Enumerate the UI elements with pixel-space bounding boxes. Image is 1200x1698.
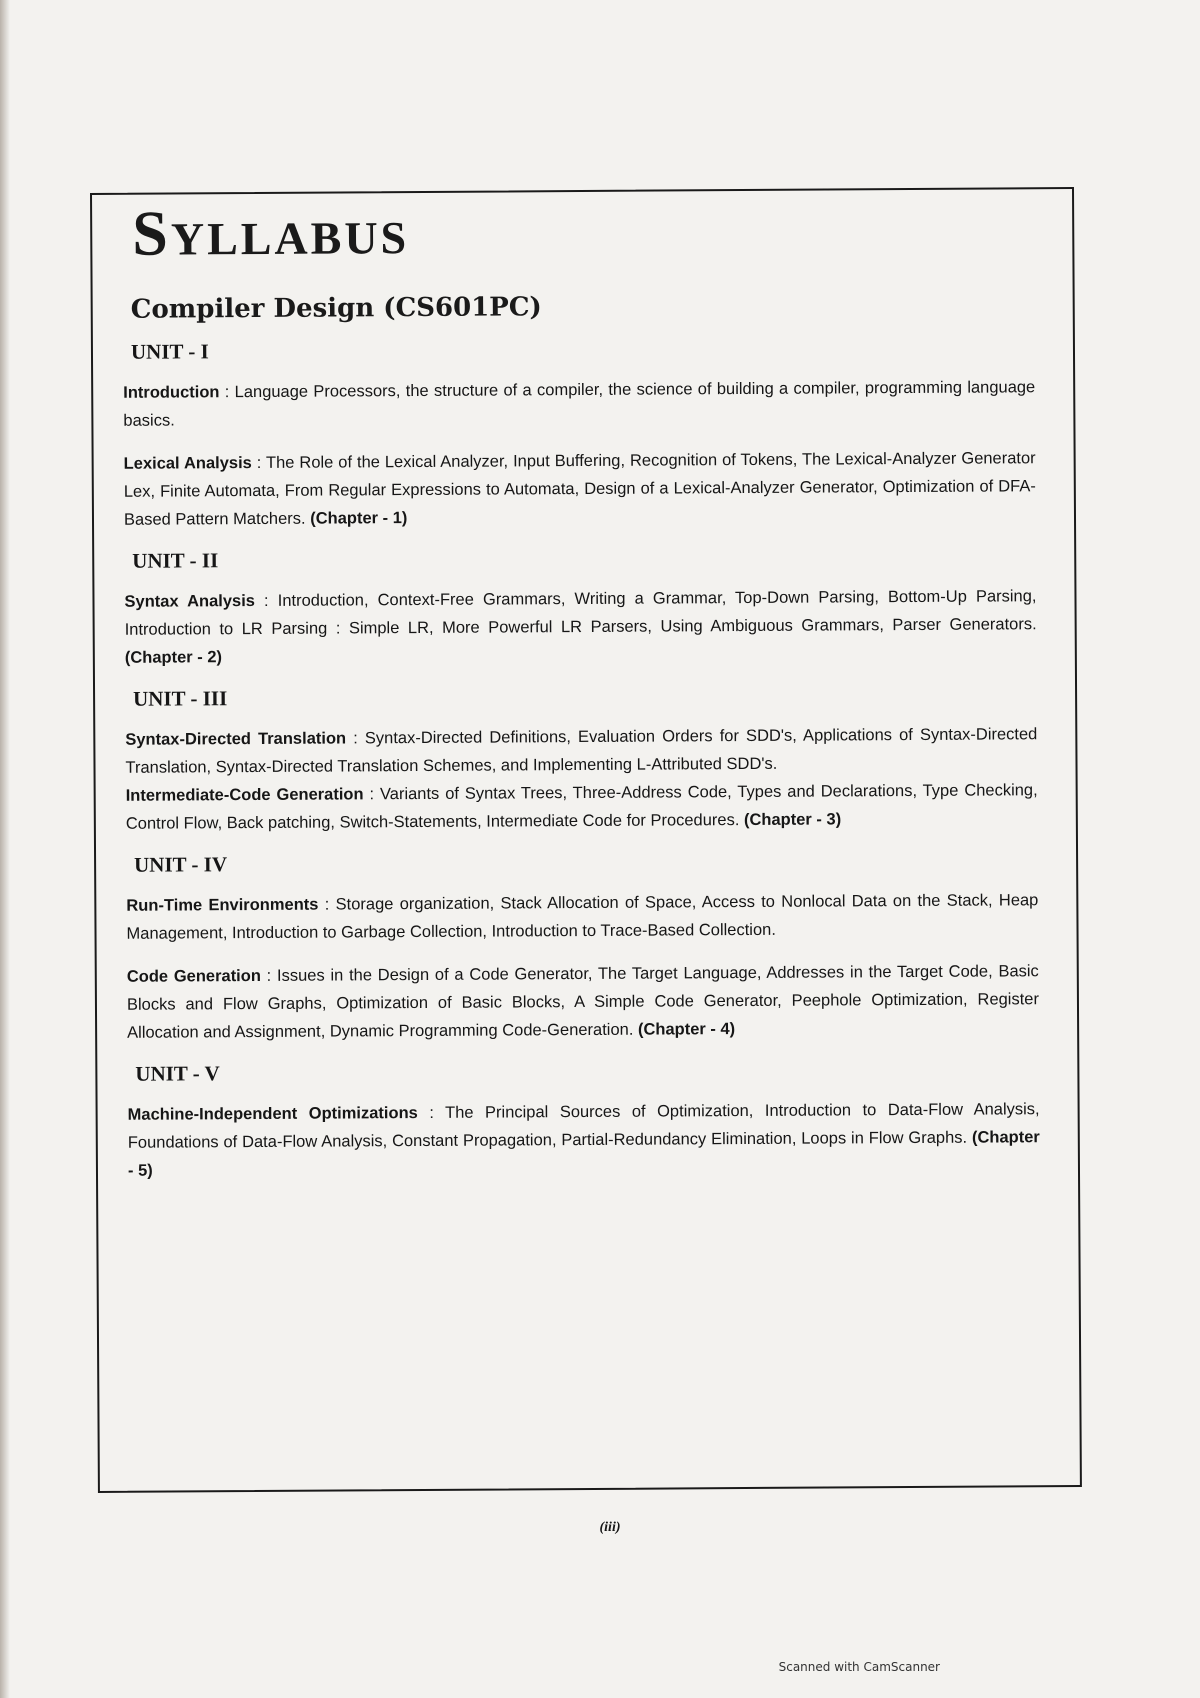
title-rest: YLLABUS — [170, 212, 410, 265]
topic-term: Intermediate-Code Generation — [125, 785, 364, 805]
page-edge-shadow — [0, 0, 10, 1698]
chapter-reference: (Chapter - 4) — [637, 1020, 736, 1039]
topic-description: Variants of Syntax Trees, Three-Address Code, Types and Declarations, Type Checking, Control Flow, Back patching, Switch-Statements, Intermediate Code for Procedures. — [125, 781, 1038, 833]
topic-paragraph — [128, 1095, 1040, 1185]
topic-separator: : — [318, 895, 336, 914]
topic-description: Issues in the Design of a Code Generator, The Target Language, Addresses in the Target Code, Basic Blocks and Flow Graphs, Optimization of Basic Blocks, A Simple Code Generator, Peephole Optimization, Register Allocation and Assignment, Dynamic Programming Code-Generation. — [126, 962, 1039, 1042]
topic-term: Lexical Analysis — [123, 454, 252, 473]
topic-term: Introduction — [123, 383, 220, 402]
title-initial: S — [132, 197, 172, 269]
topic-description: Language Processors, the structure of a compiler, the science of building a compiler, programming language basics. — [123, 378, 1036, 430]
unit-section — [124, 543, 1037, 672]
unit-heading: UNIT - I — [130, 339, 209, 364]
topic-paragraph — [124, 444, 1036, 534]
unit-section — [123, 334, 1036, 534]
topic-separator: : — [254, 591, 278, 610]
chapter-reference: (Chapter - 1) — [310, 509, 408, 528]
unit-section — [126, 847, 1039, 1047]
page-title — [132, 195, 409, 271]
chapter-reference: (Chapter - 2) — [124, 648, 223, 667]
topic-term: Syntax-Directed Translation — [125, 729, 347, 749]
unit-heading: UNIT - IV — [134, 852, 228, 877]
topic-description: The Principal Sources of Optimization, Introduction to Data-Flow Analysis, Foundations of Data-Flow Analysis, Constant Propagation, Partial-Redundancy Elimination, Loops in Flow Graphs. — [127, 1100, 1040, 1152]
unit-section — [127, 1056, 1040, 1185]
topic-paragraph — [127, 957, 1039, 1047]
unit-heading: UNIT - III — [133, 686, 228, 711]
chapter-reference: (Chapter - 3) — [743, 810, 842, 830]
topic-separator: : — [363, 785, 381, 804]
topic-separator: : — [219, 383, 235, 402]
topic-term: Run-Time Environments — [126, 895, 319, 915]
subject-title: Compiler Design (CS601PC) — [130, 292, 542, 325]
chapter-reference: (Chapter - 5) — [127, 1128, 1040, 1180]
units-list — [123, 334, 1040, 1200]
topic-description: Syntax-Directed Definitions, Evaluation Orders for SDD's, Applications of Syntax-Directed Translation, Syntax-Directed Translation Schemes, and Implementing L-Attributed SDD's. — [125, 725, 1038, 777]
syllabus-frame — [90, 187, 1082, 1493]
topic-description: The Role of the Lexical Analyzer, Input Buffering, Recognition of Tokens, The Lexical-Analyzer Generator Lex, Finite Automata, From Regular Expressions to Automata, Design of a Lexical-Analyzer Generator, Optimization of DFA-Based Pattern Matchers. — [123, 449, 1036, 529]
topic-description: Introduction, Context-Free Grammars, Writing a Grammar, Top-Down Parsing, Bottom-Up Parsing, Introduction to LR Parsing : Simple LR, More Powerful LR Parsers, Using Ambiguous Grammars, Parser Generators. — [124, 587, 1037, 639]
topic-separator: : — [251, 453, 267, 473]
unit-heading: UNIT - V — [135, 1061, 220, 1086]
topic-term: Code Generation — [126, 966, 261, 986]
topic-paragraph — [124, 582, 1036, 672]
topic-term: Syntax Analysis — [124, 592, 256, 611]
unit-section — [125, 681, 1038, 838]
unit-heading: UNIT - II — [132, 548, 219, 573]
page-number: (iii) — [599, 1520, 621, 1535]
topic-paragraph — [125, 720, 1037, 782]
topic-separator: : — [417, 1103, 446, 1123]
topic-description: Storage organization, Stack Allocation of Space, Access to Nonlocal Data on the Stack, Heap Management, Introduction to Garbage Collection, Introduction to Trace-Based Collection. — [126, 891, 1039, 943]
topic-paragraph — [126, 776, 1038, 838]
topic-separator: : — [346, 729, 365, 748]
topic-paragraph — [123, 373, 1035, 435]
topic-term: Machine-Independent Optimizations — [127, 1104, 418, 1124]
scanner-watermark: Scanned with CamScanner — [778, 1660, 940, 1674]
topic-separator: : — [260, 966, 278, 985]
topic-paragraph — [126, 886, 1038, 948]
